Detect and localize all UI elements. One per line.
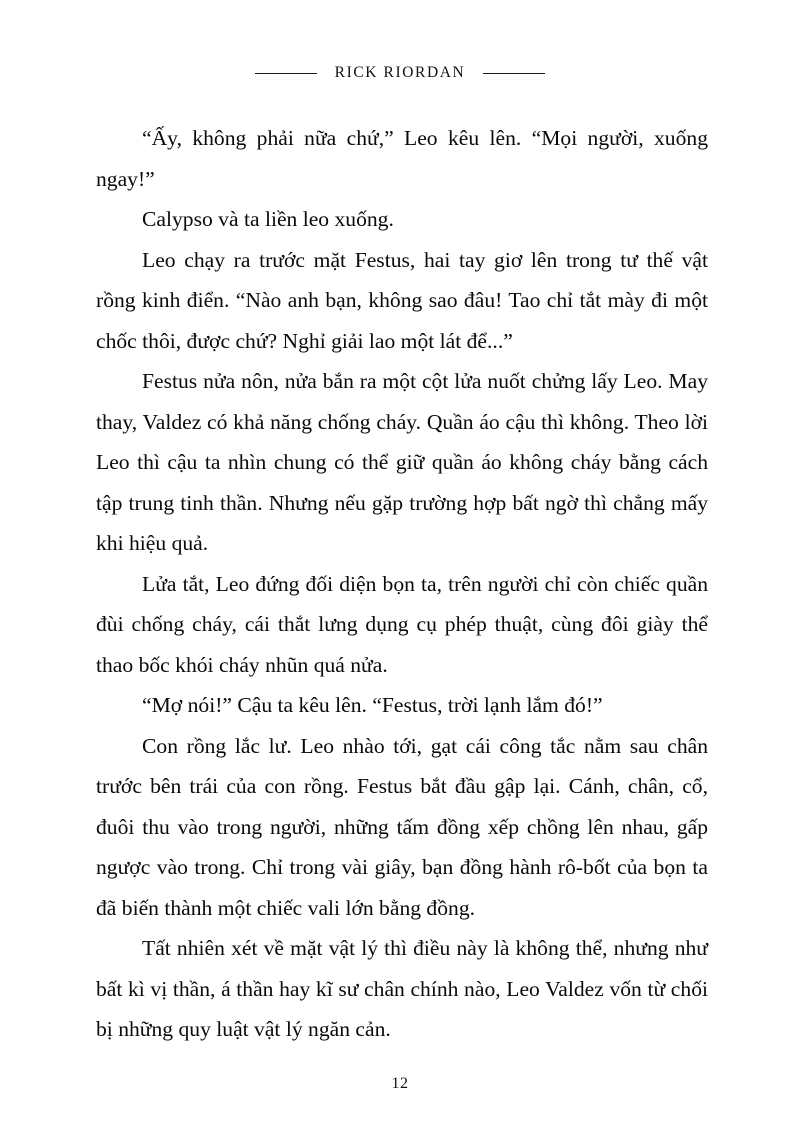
running-head-rule-wrap [307,64,494,82]
running-head-rule-left [255,73,317,74]
paragraph: Leo chạy ra trước mặt Festus, hai tay giơ lên trong tư thế vật rồng kinh điển. “Nào anh bạn, không sao đâu! Tao chỉ tắt mày đi một chốc thôi, được chứ? Nghỉ giải lao một lát để...” [96,247,708,353]
running-head-title: RICK RIORDAN [325,64,476,82]
paragraph: “Ấy, không phải nữa chứ,” Leo kêu lên. “Mọi người, xuống ngay!” [96,126,708,191]
body-text [96,118,708,1050]
paragraph: Lửa tắt, Leo đứng đối diện bọn ta, trên người chỉ còn chiếc quần đùi chống cháy, cái thắt lưng dụng cụ phép thuật, cùng đôi giày thể thao bốc khói cháy nhũn quá nửa. [96,571,708,677]
paragraph: Calypso và ta liền leo xuống. [142,207,394,231]
running-head-rule-right [483,73,545,74]
page-number: 12 [391,1075,409,1092]
running-head [0,64,800,82]
paragraph: Festus nửa nôn, nửa bắn ra một cột lửa nuốt chửng lấy Leo. May thay, Valdez có khả năng chống cháy. Quần áo cậu thì không. Theo lời Leo thì cậu ta nhìn chung có thể giữ quần áo không cháy bằng cách tập trung tinh thần. Nhưng nếu gặp trường hợp bất ngờ thì chẳng mấy khi hiệu quả. [96,369,708,555]
paragraph: “Mợ nói!” Cậu ta kêu lên. “Festus, trời lạnh lắm đó!” [142,693,603,717]
paragraph: Tất nhiên xét về mặt vật lý thì điều này là không thể, nhưng như bất kì vị thần, á thần hay kĩ sư chân chính nào, Leo Valdez vốn từ chối bị những quy luật vật lý ngăn cản. [96,936,708,1041]
paragraph: Con rồng lắc lư. Leo nhào tới, gạt cái công tắc nằm sau chân trước bên trái của con rồng. Festus bắt đầu gập lại. Cánh, chân, cổ, đuôi thu vào trong người, những tấm đồng xếp chồng lên nhau, gấp ngược vào trong. Chỉ trong vài giây, bạn đồng hành rô-bốt của bọn ta đã biến thành một chiếc vali lớn bằng đồng. [96,733,708,920]
